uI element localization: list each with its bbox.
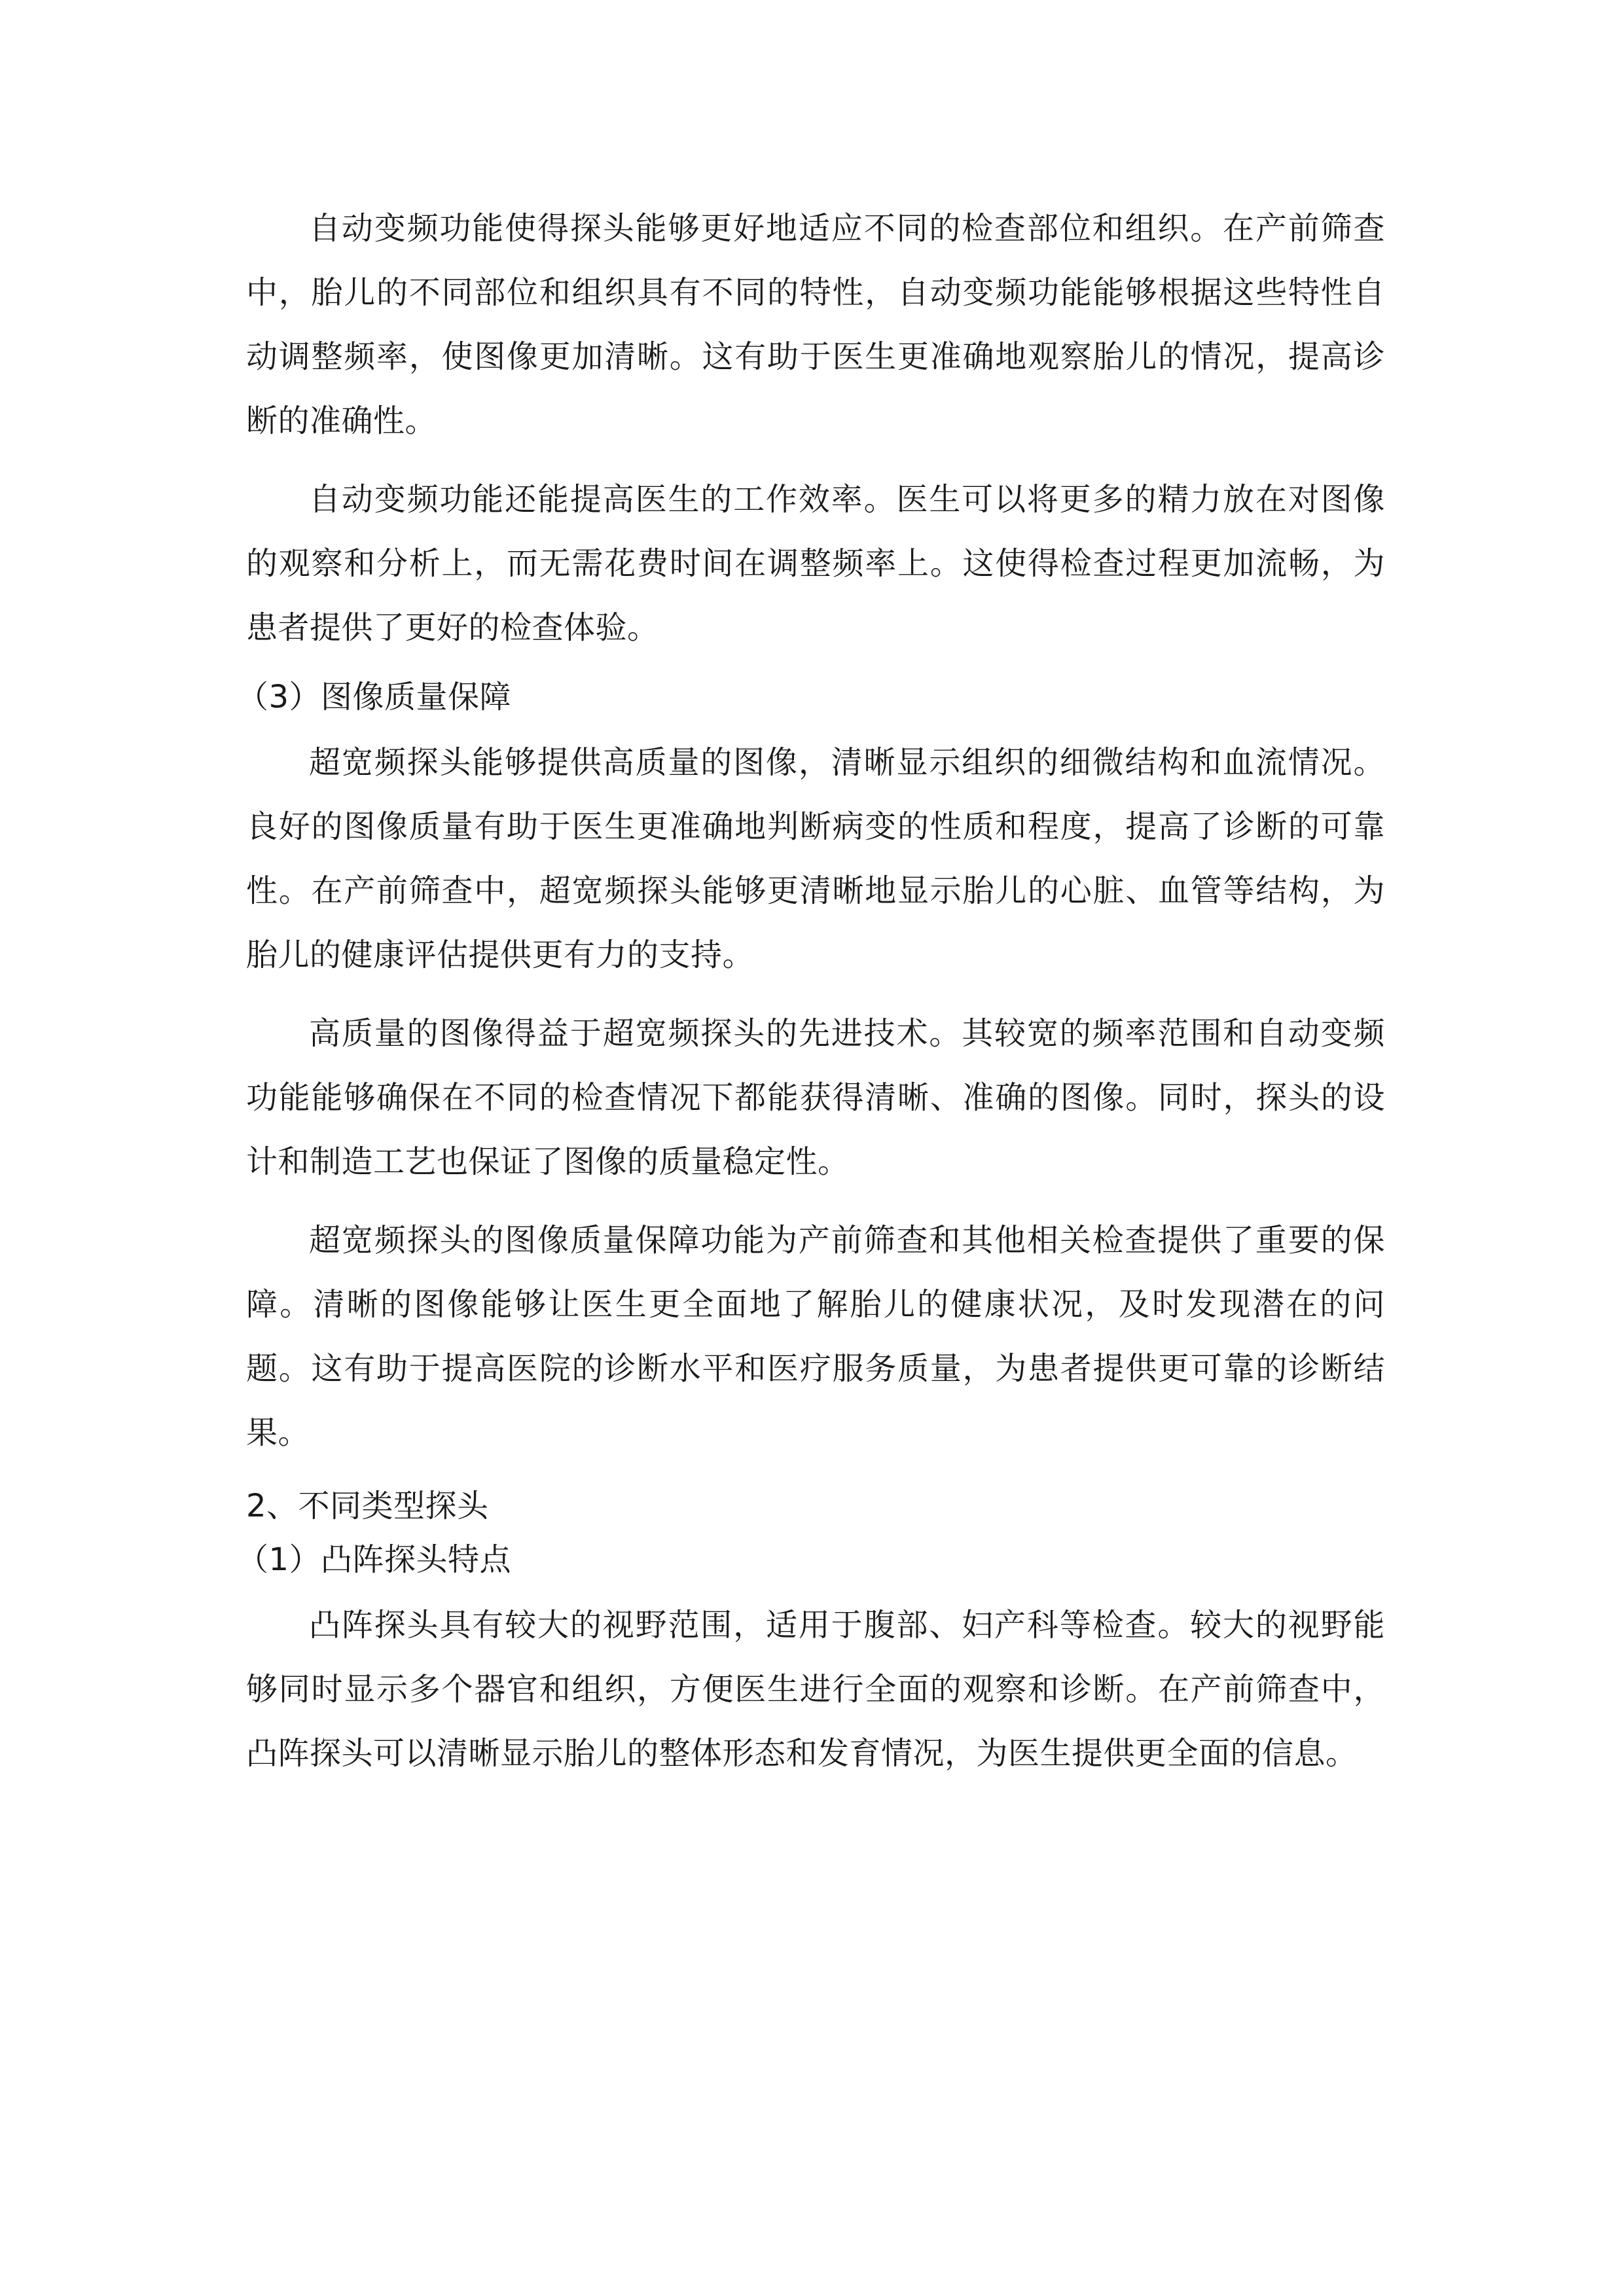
paragraph-image-quality-technology: 高质量的图像得益于超宽频探头的先进技术。其较宽的频率范围和自动变频功能能够确保在不同的检查情况下都能获得清晰、准确的图像。同时，探头的设计和制造工艺也保证了图像的质量稳定性。 [246, 1015, 1385, 1180]
paragraph-image-quality-intro: 超宽频探头能够提供高质量的图像，清晰显示组织的细微结构和血流情况。良好的图像质量有助于医生更准确地判断病变的性质和程度，提高了诊断的可靠性。在产前筛查中，超宽频探头能够更清晰地显示胎儿的心脏、血管等结构，为胎儿的健康评估提供更有力的支持。 [246, 744, 1385, 973]
paragraph-image-quality-benefit: 超宽频探头的图像质量保障功能为产前筛查和其他相关检查提供了重要的保障。清晰的图像能够让医生更全面地了解胎儿的健康状况，及时发现潜在的问题。这有助于提高医院的诊断水平和医疗服务质量，为患者提供更可靠的诊断结果。 [246, 1222, 1385, 1451]
paragraph-auto-frequency-efficiency: 自动变频功能还能提高医生的工作效率。医生可以将更多的精力放在对图像的观察和分析上，而无需花费时间在调整频率上。这使得检查过程更加流畅，为患者提供了更好的检查体验。 [246, 481, 1385, 646]
heading-probe-types: 2、不同类型探头 [246, 1488, 489, 1524]
subheading-convex-probe: （1）凸阵探头特点 [237, 1541, 512, 1578]
paragraph-auto-frequency-adaptation: 自动变频功能使得探头能够更好地适应不同的检查部位和组织。在产前筛查中，胎儿的不同部位和组织具有不同的特性，自动变频功能能够根据这些特性自动调整频率，使图像更加清晰。这有助于医生更准确地观察胎儿的情况，提高诊断的准确性。 [246, 210, 1385, 439]
subheading-image-quality: （3）图像质量保障 [237, 679, 512, 715]
document-body [237, 196, 1385, 1800]
paragraph-convex-probe: 凸阵探头具有较大的视野范围，适用于腹部、妇产科等检查。较大的视野能够同时显示多个器官和组织，方便医生进行全面的观察和诊断。在产前筛查中，凸阵探头可以清晰显示胎儿的整体形态和发育情况，为医生提供更全面的信息。 [246, 1607, 1385, 1772]
